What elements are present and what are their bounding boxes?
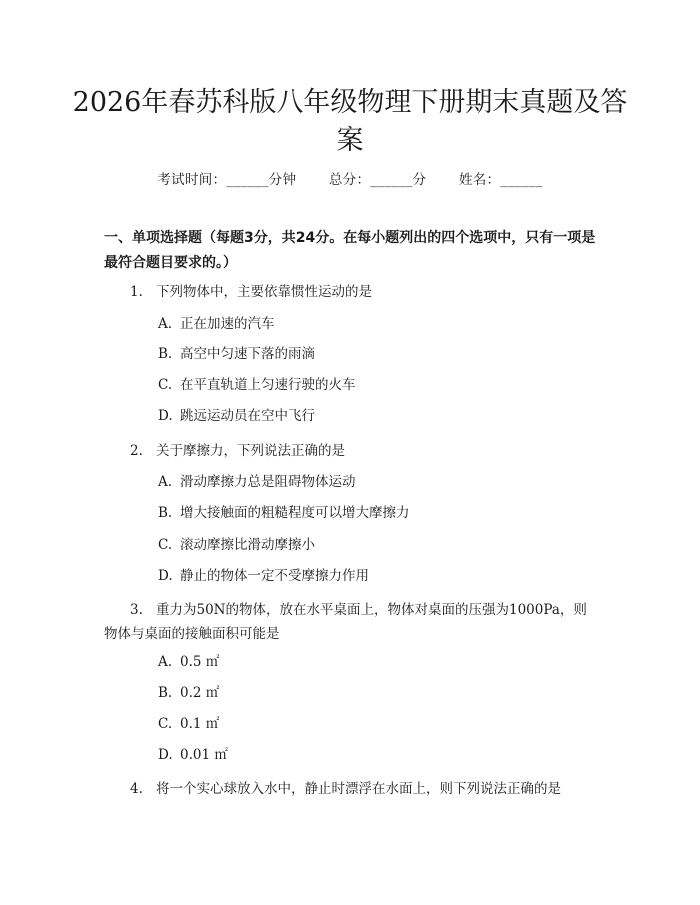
option-label: D. [158, 568, 173, 584]
option-text: 滚动摩擦比滑动摩擦小 [180, 537, 315, 553]
question-2 [104, 439, 602, 463]
question-text: 关于摩擦力，下列说法正确的是 [156, 443, 345, 459]
question-text: 重力为50N的物体，放在水平桌面上，物体对桌面的压强为1000Pa，则 [156, 602, 587, 618]
question-number: 1. [130, 284, 143, 300]
option-text: 增大接触面的粗糙程度可以增大摩擦力 [180, 505, 410, 521]
option-label: D. [158, 747, 173, 763]
option-text: 0.5 ㎡ [180, 654, 220, 670]
question-2-option-b [158, 502, 410, 524]
question-3-option-d [158, 744, 228, 766]
question-number: 3. [130, 602, 143, 618]
option-label: A. [158, 316, 173, 332]
question-3-option-c [158, 713, 219, 735]
question-4 [104, 777, 602, 801]
option-text: 滑动摩擦力总是阻碍物体运动 [180, 474, 356, 490]
question-2-option-a [158, 471, 356, 493]
option-text: 静止的物体一定不受摩擦力作用 [180, 568, 369, 584]
question-text: 将一个实心球放入水中，静止时漂浮在水面上，则下列说法正确的是 [156, 781, 561, 797]
option-label: B. [158, 685, 173, 701]
question-2-option-d [158, 565, 369, 587]
option-text: 0.1 ㎡ [180, 716, 220, 732]
option-label: A. [158, 654, 173, 670]
section-heading-single-choice: 一、单项选择题（每题3分，共24分。在每小题列出的四个选项中，只有一项是最符合题目要求的。） [104, 230, 596, 271]
option-text: 高空中匀速下落的雨滴 [180, 346, 315, 362]
question-number: 4. [130, 781, 143, 797]
exam-time-field: 考试时间：______分钟 [157, 172, 297, 188]
option-label: C. [158, 377, 173, 393]
student-name-field: 姓名：______ [458, 172, 543, 188]
option-text: 0.01 ㎡ [180, 747, 228, 763]
question-text: 下列物体中，主要依靠惯性运动的是 [156, 284, 372, 300]
option-label: D. [158, 408, 173, 424]
option-text: 0.2 ㎡ [180, 685, 220, 701]
option-text: 跳远运动员在空中飞行 [180, 408, 315, 424]
exam-meta [0, 168, 700, 188]
question-1-option-c [158, 374, 356, 396]
option-label: B. [158, 346, 173, 362]
total-score-field: 总分：______分 [328, 172, 427, 188]
option-text: 在平直轨道上匀速行驶的火车 [180, 377, 356, 393]
option-label: B. [158, 505, 173, 521]
question-3-option-a [158, 651, 219, 673]
question-2-option-c [158, 534, 315, 556]
question-3 [104, 598, 602, 646]
question-1 [104, 280, 602, 304]
option-label: A. [158, 474, 173, 490]
option-text: 正在加速的汽车 [180, 316, 275, 332]
document-title: 2026年春苏科版八年级物理下册期末真题及答案 [72, 87, 628, 156]
question-number: 2. [130, 443, 143, 459]
option-label: C. [158, 716, 173, 732]
question-1-option-d [158, 405, 315, 427]
question-1-option-a [158, 313, 275, 335]
question-text-continued: 物体与桌面的接触面积可能是 [104, 626, 280, 642]
question-3-option-b [158, 682, 219, 704]
question-1-option-b [158, 343, 315, 365]
option-label: C. [158, 537, 173, 553]
